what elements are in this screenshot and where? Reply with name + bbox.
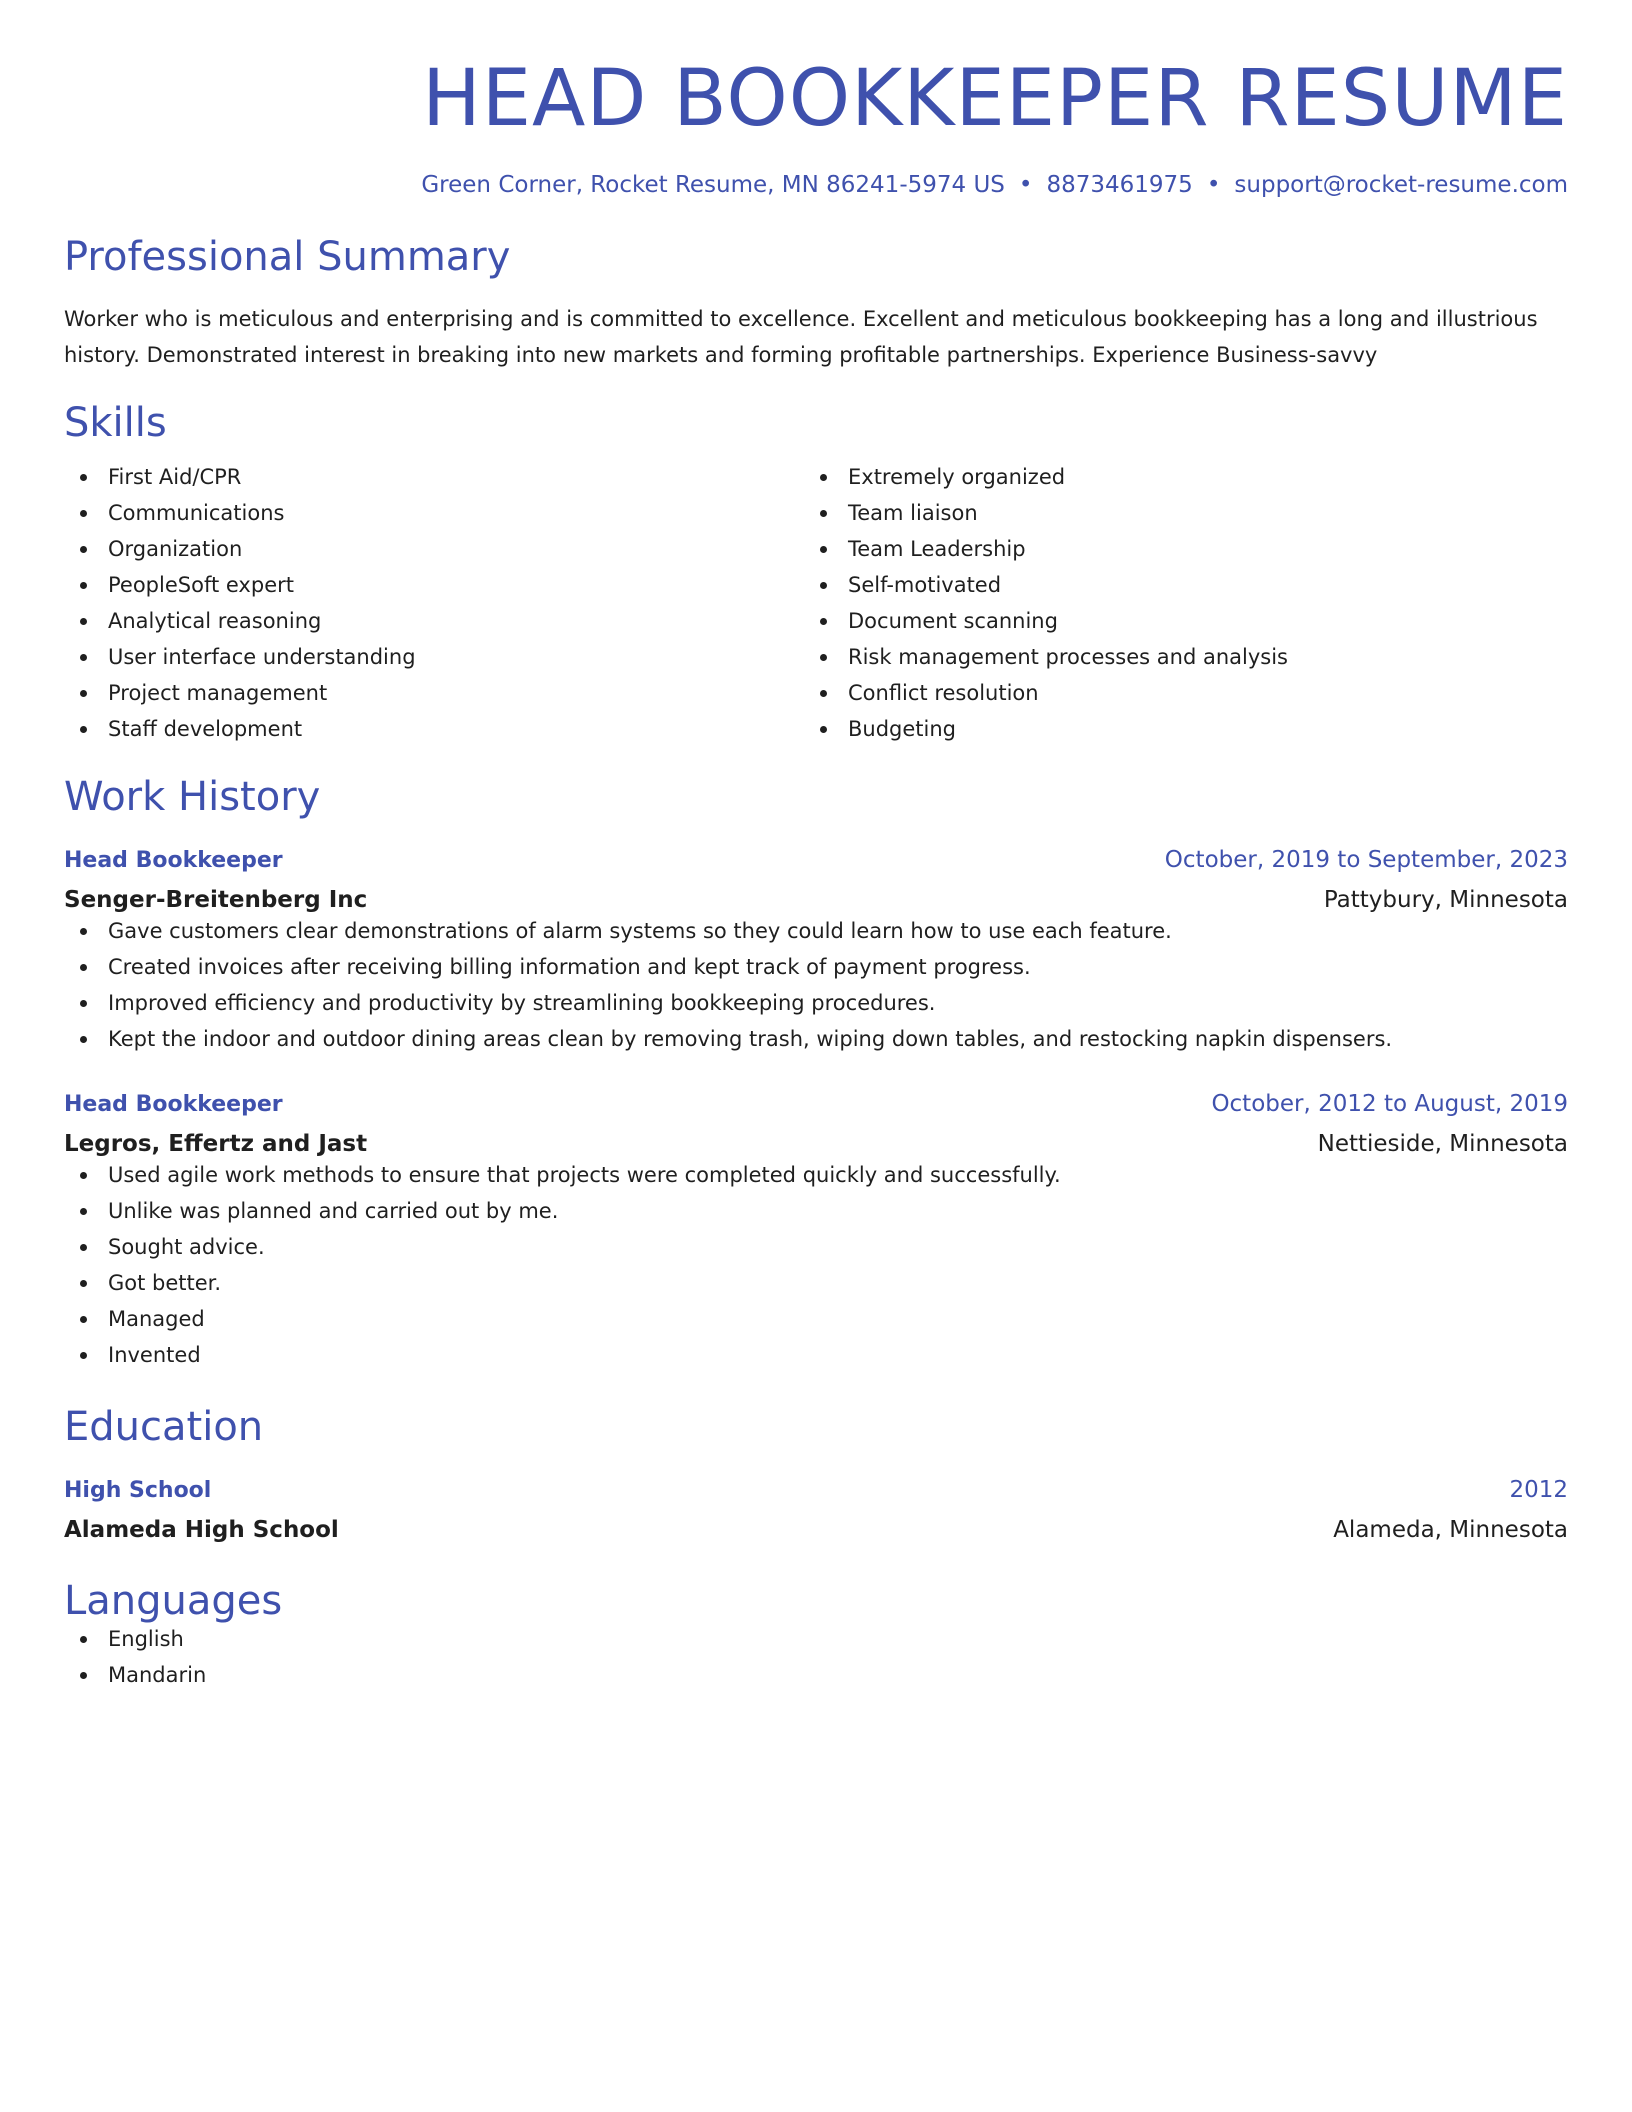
job-duty-item: Created invoices after receiving billing information and kept track of payment progress. [64,949,1568,985]
job-duties-list [64,913,1568,1057]
skill-item: First Aid/CPR [64,459,804,495]
skill-item: Self-motivated [804,567,1544,603]
education-degree: High School [64,1478,212,1503]
job-entry [64,847,1568,1057]
job-entry [64,1091,1568,1373]
contact-email[interactable]: support@rocket-resume.com [1234,172,1568,198]
job-duty-item: Unlike was planned and carried out by me. [64,1193,1568,1229]
skills-list-left [64,459,804,747]
skill-item: Risk management processes and analysis [804,639,1544,675]
languages-heading: Languages [64,1578,283,1624]
contact-phone: 8873461975 [1046,172,1193,198]
languages-list [64,1621,1568,1693]
skills-grid [64,459,1568,747]
job-location: Nettieside, Minnesota [1317,1131,1568,1157]
job-dates: October, 2012 to August, 2019 [1211,1091,1568,1117]
job-company: Senger-Breitenberg Inc [64,887,368,913]
job-duty-item: Gave customers clear demonstrations of alarm systems so they could learn how to use each feature. [64,913,1568,949]
skills-column-left [64,459,804,747]
skill-item: Project management [64,675,804,711]
contact-separator: • [1018,172,1033,198]
skill-item: Staff development [64,711,804,747]
skill-item: User interface understanding [64,639,804,675]
skill-item: PeopleSoft expert [64,567,804,603]
job-title: Head Bookkeeper [64,1092,283,1117]
job-duty-item: Got better. [64,1265,1568,1301]
job-company: Legros, Effertz and Jast [64,1131,368,1157]
contact-separator: • [1206,172,1221,198]
resume-title: HEAD BOOKKEEPER RESUME [422,54,1568,144]
education-school: Alameda High School [64,1517,339,1543]
job-dates: October, 2019 to September, 2023 [1164,847,1568,873]
job-duty-item: Used agile work methods to ensure that projects were completed quickly and successfully. [64,1157,1568,1193]
skill-item: Communications [64,495,804,531]
skill-item: Organization [64,531,804,567]
job-duties-list [64,1157,1568,1373]
job-duty-item: Managed [64,1301,1568,1337]
education-entry [64,1477,1568,1543]
language-item: English [64,1621,1568,1657]
skill-item: Team liaison [804,495,1544,531]
education-year: 2012 [1509,1477,1568,1503]
job-duty-item: Kept the indoor and outdoor dining areas clean by removing trash, wiping down tables, and restocking napkin dispensers. [64,1021,1568,1057]
work-history-heading: Work History [64,774,321,820]
job-duty-item: Invented [64,1337,1568,1373]
job-title-row [64,847,1568,873]
skills-column-right [804,459,1544,747]
job-duty-item: Sought advice. [64,1229,1568,1265]
skill-item: Analytical reasoning [64,603,804,639]
contact-line [64,174,1568,197]
skill-item: Document scanning [804,603,1544,639]
summary-text: Worker who is meticulous and enterprising and is committed to excellence. Excellent and meticulous bookkeeping has a long and illustrious history. Demonstrated interest in breaking into new markets and forming profitable partnerships. Experience Business-savvy [64,307,1538,367]
education-location: Alameda, Minnesota [1333,1517,1568,1543]
skills-heading: Skills [64,400,167,446]
language-item: Mandarin [64,1657,1568,1693]
skill-item: Budgeting [804,711,1544,747]
summary-heading: Professional Summary [64,234,511,280]
education-heading: Education [64,1404,264,1450]
job-company-row [64,1131,1568,1157]
skill-item: Conflict resolution [804,675,1544,711]
job-title: Head Bookkeeper [64,848,283,873]
education-title-row [64,1477,1568,1503]
job-title-row [64,1091,1568,1117]
skill-item: Extremely organized [804,459,1544,495]
education-school-row [64,1517,1568,1543]
skill-item: Team Leadership [804,531,1544,567]
job-company-row [64,887,1568,913]
contact-address: Green Corner, Rocket Resume, MN 86241-5974 US [421,172,1005,198]
job-duty-item: Improved efficiency and productivity by streamlining bookkeeping procedures. [64,985,1568,1021]
skills-list-right [804,459,1544,747]
job-location: Pattybury, Minnesota [1323,887,1568,913]
